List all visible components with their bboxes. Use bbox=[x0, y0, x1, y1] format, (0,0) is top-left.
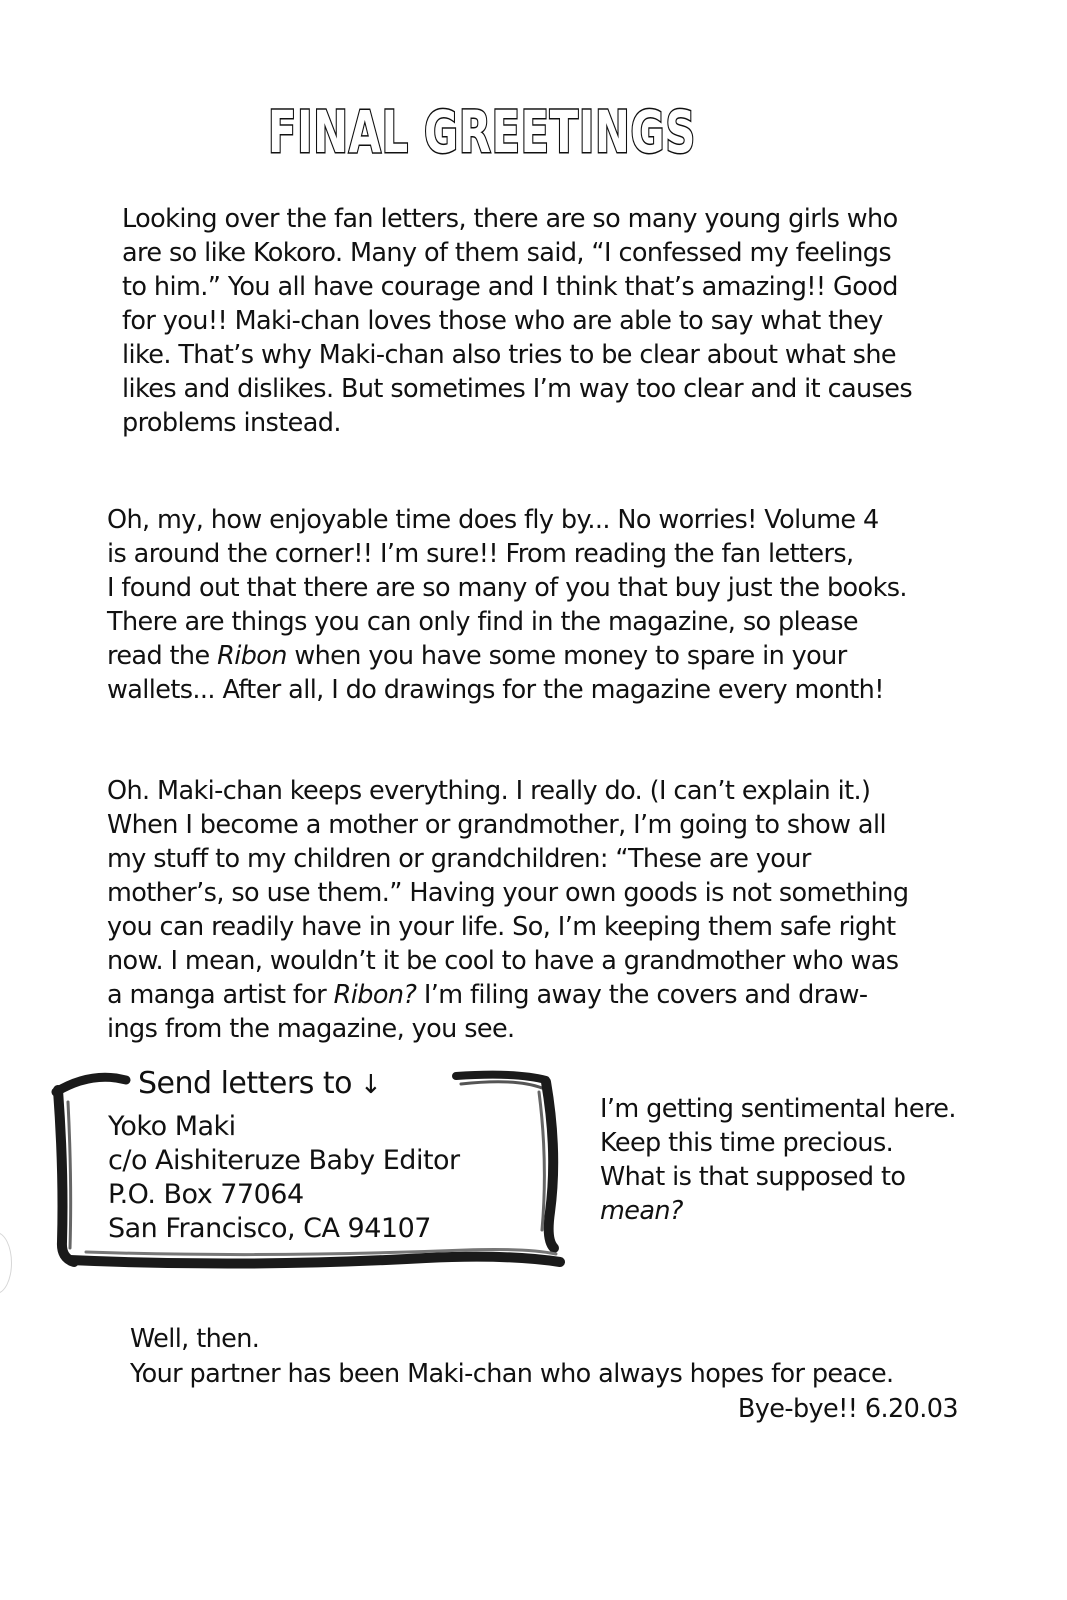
side-note-italic: mean? bbox=[600, 1196, 683, 1226]
side-note-line: What is that supposed to bbox=[600, 1162, 906, 1192]
paragraph-volume-4 bbox=[107, 503, 977, 707]
title-lettering bbox=[262, 96, 702, 166]
address-po-box: P.O. Box 77064 bbox=[108, 1179, 304, 1210]
paragraph-text: Looking over the fan letters, there are so many young girls who are so like Kokoro. Many of them said, “I confessed my feelings to him.” You all have courage and I think that’s amazing!! Good for you!! Maki-chan loves those who are able to say what they like. That’s why Maki-chan also tries to be clear about what she likes and dislikes. But sometimes I’m way too clear and it causes problems instead. bbox=[122, 204, 913, 438]
mailing-address bbox=[108, 1110, 460, 1246]
magazine-title-italic: Ribon? bbox=[333, 980, 417, 1010]
address-city: San Francisco, CA 94107 bbox=[108, 1213, 431, 1244]
signoff-date: Bye-bye!! 6.20.03 bbox=[737, 1394, 958, 1424]
side-note-line: Keep this time precious. bbox=[600, 1128, 894, 1158]
address-care-of: c/o Aishiteruze Baby Editor bbox=[108, 1145, 460, 1176]
send-letters-label: Send letters to bbox=[138, 1066, 352, 1101]
closing-line-1: Well, then. bbox=[130, 1324, 260, 1354]
magazine-title-italic: Ribon bbox=[217, 641, 287, 671]
paragraph-text: when you have some money to spare in your wallets... After all, I do drawings for the magazine every month! bbox=[107, 641, 884, 705]
paragraph-text: Oh. Maki-chan keeps everything. I really do. (I can’t explain it.) When I become a mother or grandmother, I’m going to show all my stuff to my children or grandchildren: “These are your mother’s, so use them.” Having your own goods is not something you can readily have in your life. So, I’m keeping them safe right now. I mean, wouldn’t it be cool to have a grandmother who was a manga artist for bbox=[107, 776, 909, 1010]
address-name: Yoko Maki bbox=[108, 1111, 236, 1142]
side-note bbox=[600, 1092, 1000, 1228]
paragraph-text: I’m filing away the covers and draw- ings from the magazine, you see. bbox=[107, 980, 868, 1044]
side-note-line-last bbox=[600, 1194, 1000, 1228]
paragraph-fan-letters bbox=[122, 202, 972, 440]
title-text: FINAL GREETINGS bbox=[268, 98, 696, 166]
paragraph-text: Oh, my, how enjoyable time does fly by... No worries! Volume 4 is around the corner!! I’m sure!! From reading the fan letters, I found out that there are so many of you that buy just the books. There are things you can only find in the magazine, so please read the bbox=[107, 505, 907, 671]
page-title bbox=[262, 96, 702, 166]
closing-line-2: Your partner has been Maki-chan who always hopes for peace. bbox=[130, 1359, 894, 1389]
send-letters-heading bbox=[138, 1066, 381, 1101]
send-letters-box bbox=[46, 1062, 571, 1274]
page-edge-mark bbox=[0, 1232, 12, 1294]
closing-message bbox=[130, 1322, 962, 1427]
arrow-down-icon: ↓ bbox=[359, 1070, 382, 1100]
paragraph-keeps-everything bbox=[107, 774, 977, 1046]
side-note-line: I’m getting sentimental here. bbox=[600, 1094, 956, 1124]
